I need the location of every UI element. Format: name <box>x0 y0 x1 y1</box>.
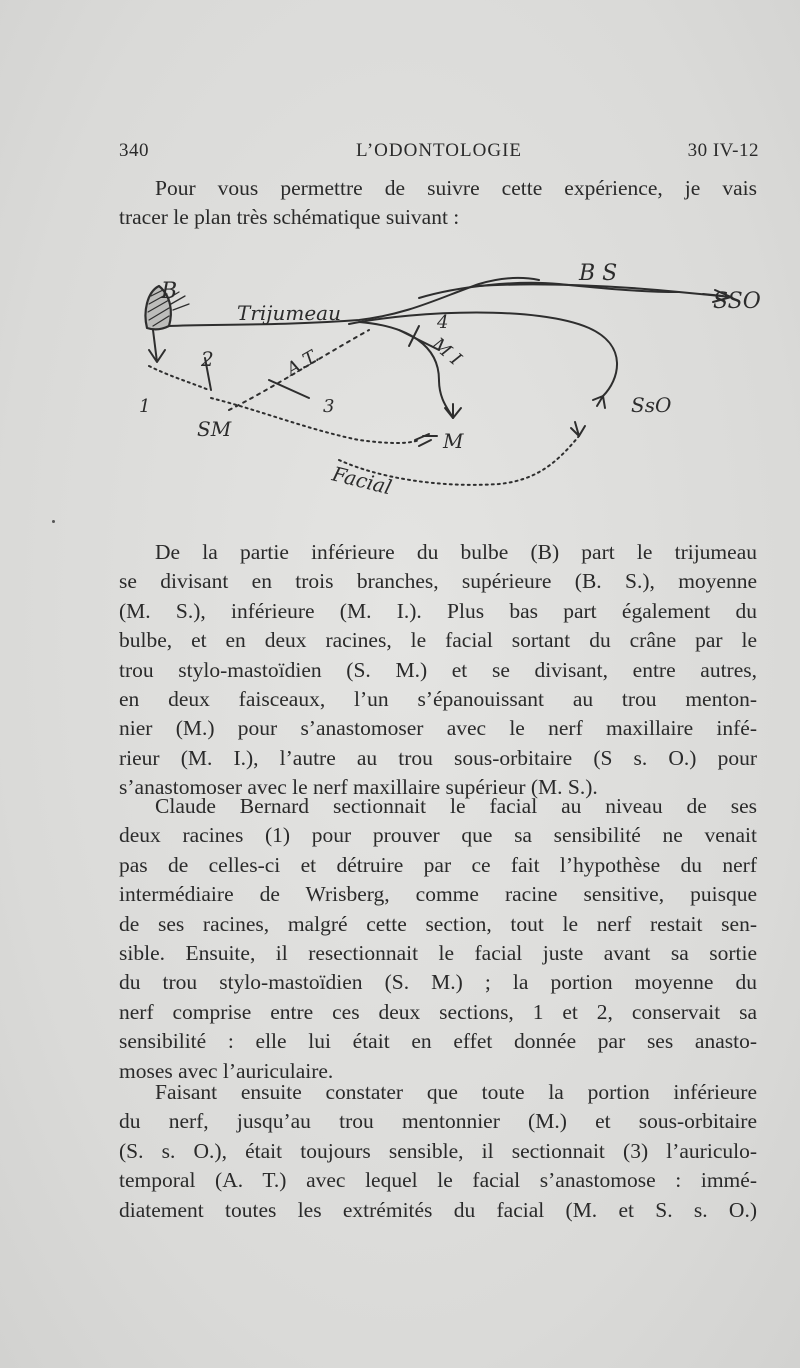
text-line: pas de celles-ci et détruire par ce fait l’hypothèse du nerf <box>119 852 757 877</box>
text-line: intermédiaire de Wrisberg, comme racine sensitive, puisque <box>119 882 757 907</box>
nerve-diagram-svg <box>119 250 779 520</box>
label-trijumeau: Trijumeau <box>237 301 341 325</box>
journal-title: L’ODONTOLOGIE <box>355 140 523 161</box>
label-1: 1 <box>139 396 151 417</box>
section-3 <box>269 380 309 398</box>
paragraph-bernard <box>119 792 757 1086</box>
text-line: de ses racines, malgré cette section, tout le nerf restait sen- <box>119 911 757 936</box>
sso-branch <box>479 284 731 297</box>
sso-arrow-lower <box>571 422 585 436</box>
text-line: trou stylo-mastoïdien (S. M.) et se divisant, entre autres, <box>119 657 757 682</box>
sso-lower-arrow <box>593 396 605 408</box>
text-line: nier (M.) pour s’anastomoser avec le nerf maxillaire infé- <box>119 716 757 741</box>
m-lower-arrow <box>415 434 437 446</box>
label-SM: SM <box>197 417 232 441</box>
text-line: Pour vous permettre de suivre cette expérience, je vais <box>155 176 757 200</box>
text-line: (M. S.), inférieure (M. I.). Plus bas part également du <box>119 598 757 623</box>
label-BS: B S <box>579 261 618 286</box>
nerve-diagram <box>119 250 779 520</box>
label-SsO: SsO <box>631 393 672 417</box>
text-line: temporal (A. T.) avec lequel le facial s’anastomose : immé- <box>119 1168 757 1193</box>
text-line: bulbe, et en deux racines, le facial sortant du crâne par le <box>119 628 757 653</box>
running-head <box>119 140 759 164</box>
text-line: rieur (M. I.), l’autre au trou sous-orbitaire (S s. O.) pour <box>119 745 757 770</box>
paragraph-experiment <box>119 1078 757 1225</box>
text-line: du nerf, jusqu’au trou mentonnier (M.) et sous-orbitaire <box>119 1109 757 1134</box>
text-line: en deux faisceaux, l’un s’épanouissant au trou menton- <box>119 686 757 711</box>
label-4: 4 <box>437 312 449 333</box>
label-3: 3 <box>323 396 335 417</box>
label-B: B <box>161 279 178 304</box>
facial-dotted-2 <box>211 398 419 443</box>
text-line: nerf comprise entre ces deux sections, 1 et 2, conservait sa <box>119 999 757 1024</box>
text-line: diatement toutes les extrémités du facial (M. et S. s. O.) <box>119 1197 757 1222</box>
label-2: 2 <box>201 347 214 371</box>
text-line: moses avec l’auriculaire. <box>119 1058 334 1083</box>
text-line: deux racines (1) pour prouver que sa sensibilité ne venait <box>119 823 757 848</box>
text-line: sible. Ensuite, il resectionnait le facial juste avant sa sortie <box>119 940 757 965</box>
page-number: 340 <box>119 140 149 161</box>
facial-dotted-1 <box>149 366 209 390</box>
text-line: Faisant ensuite constater que toute la portion inférieure <box>155 1080 757 1104</box>
issue-date: 30 IV-12 <box>687 140 759 161</box>
m-arrow-top <box>445 404 461 418</box>
text-line: s’anastomoser avec le nerf maxillaire supérieur (M. S.). <box>119 775 598 800</box>
label-AT: A.T. <box>283 345 323 381</box>
root-arrow <box>149 330 165 362</box>
label-SSO: SSO <box>713 289 761 314</box>
text-line: Claude Bernard sectionnait le facial au niveau de ses <box>155 794 757 818</box>
label-facial: Facial <box>329 461 395 500</box>
label-MI: M I <box>427 333 466 370</box>
paper-speck <box>52 520 55 523</box>
text-line: tracer le plan très schématique suivant : <box>119 205 460 230</box>
paragraph-description <box>119 538 757 803</box>
text-line: sensibilité : elle lui était en effet donnée par ses anasto- <box>119 1029 757 1054</box>
text-line: (S. s. O.), était toujours sensible, il sectionnait (3) l’auriculo- <box>119 1138 757 1163</box>
middle-loop <box>349 313 617 397</box>
text-line: se divisant en trois branches, supérieure (B. S.), moyenne <box>119 569 757 594</box>
paragraph-intro <box>119 174 757 233</box>
text-line: De la partie inférieure du bulbe (B) part le trijumeau <box>155 540 757 564</box>
label-M: M <box>443 429 464 453</box>
text-line: du trou stylo-mastoïdien (S. M.) ; la portion moyenne du <box>119 970 757 995</box>
